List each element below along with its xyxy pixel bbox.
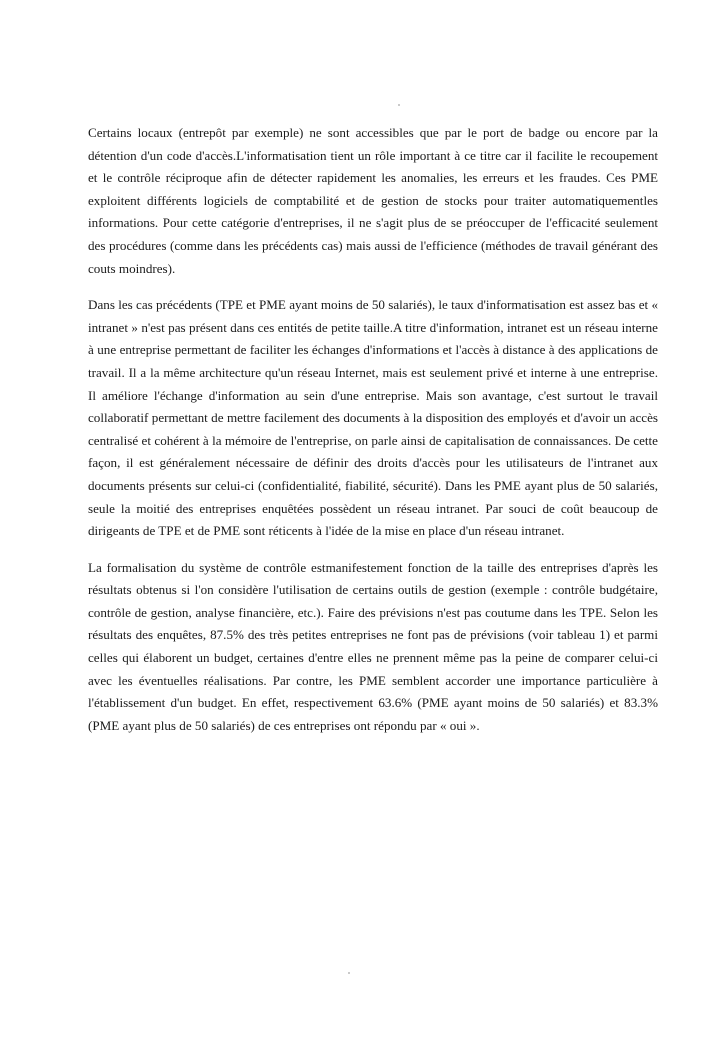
paragraph-controle-acces: Certains locaux (entrepôt par exemple) ne sont accessibles que par le port de badge ou encore par la détention d'un code d'accès.L'informatisation tient un rôle important à ce titre car il facilite le recoupement et le contrôle réciproque afin de détecter rapidement les anomalies, les erreurs et les fraudes. Ces PME exploitent différents logiciels de comptabilité et de gestion de stocks pour traiter automatiquementles informations. Pour cette catégorie d'entreprises, il ne s'agit plus de se préoccuper de l'efficacité seulement des procédures (comme dans les précédents cas) mais aussi de l'efficience (méthodes de travail générant des couts moindres). <box>88 125 658 276</box>
document-body <box>88 122 658 751</box>
paragraph-formalisation-controle: La formalisation du système de contrôle estmanifestement fonction de la taille des entreprises d'après les résultats obtenus si l'on considère l'utilisation de certains outils de gestion (exemple : contrôle budgétaire, contrôle de gestion, analyse financière, etc.). Faire des prévisions n'est pas coutume dans les TPE. Selon les résultats des enquêtes, 87.5% des très petites entreprises ne font pas de prévisions (voir tableau 1) et parmi celles qui élaborent un budget, certaines d'entre elles ne prennent même pas la peine de comparer celui-ci avec les éventuelles réalisations. Par contre, les PME semblent accorder une importance particulière à l'établissement d'un budget. En effet, respectivement 63.6% (PME ayant moins de 50 salariés) et 83.3% (PME ayant plus de 50 salariés) de ces entreprises ont répondu par « oui ». <box>88 559 658 733</box>
scan-speck-top <box>398 104 400 106</box>
scan-speck-bottom <box>348 972 350 974</box>
paragraph-intranet: Dans les cas précédents (TPE et PME ayant moins de 50 salariés), le taux d'informatisation est assez bas et « intranet » n'est pas présent dans ces entités de petite taille.A titre d'information, intranet est un réseau interne à une entreprise permettant de faciliter les échanges d'informations et l'accès à distance à des applications de travail. Il a la même architecture qu'un réseau Internet, mais est seulement privé et interne à une entreprise. Il améliore l'échange d'information au sein d'une entreprise. Mais son avantage, c'est surtout le travail collaboratif permettant de mettre facilement des documents à la disposition des employés et d'avoir un accès centralisé et cohérent à la mémoire de l'entreprise, on parle ainsi de capitalisation de connaissances. De cette façon, il est généralement nécessaire de définir des droits d'accès pour les utilisateurs de l'intranet aux documents présents sur celui-ci (confidentialité, fiabilité, sécurité). Dans les PME ayant plus de 50 salariés, seule la moitié des entreprises enquêtées possèdent un réseau intranet. Par souci de coût beaucoup de dirigeants de TPE et de PME sont réticents à l'idée de la mise en place d'un réseau intranet. <box>88 297 658 539</box>
